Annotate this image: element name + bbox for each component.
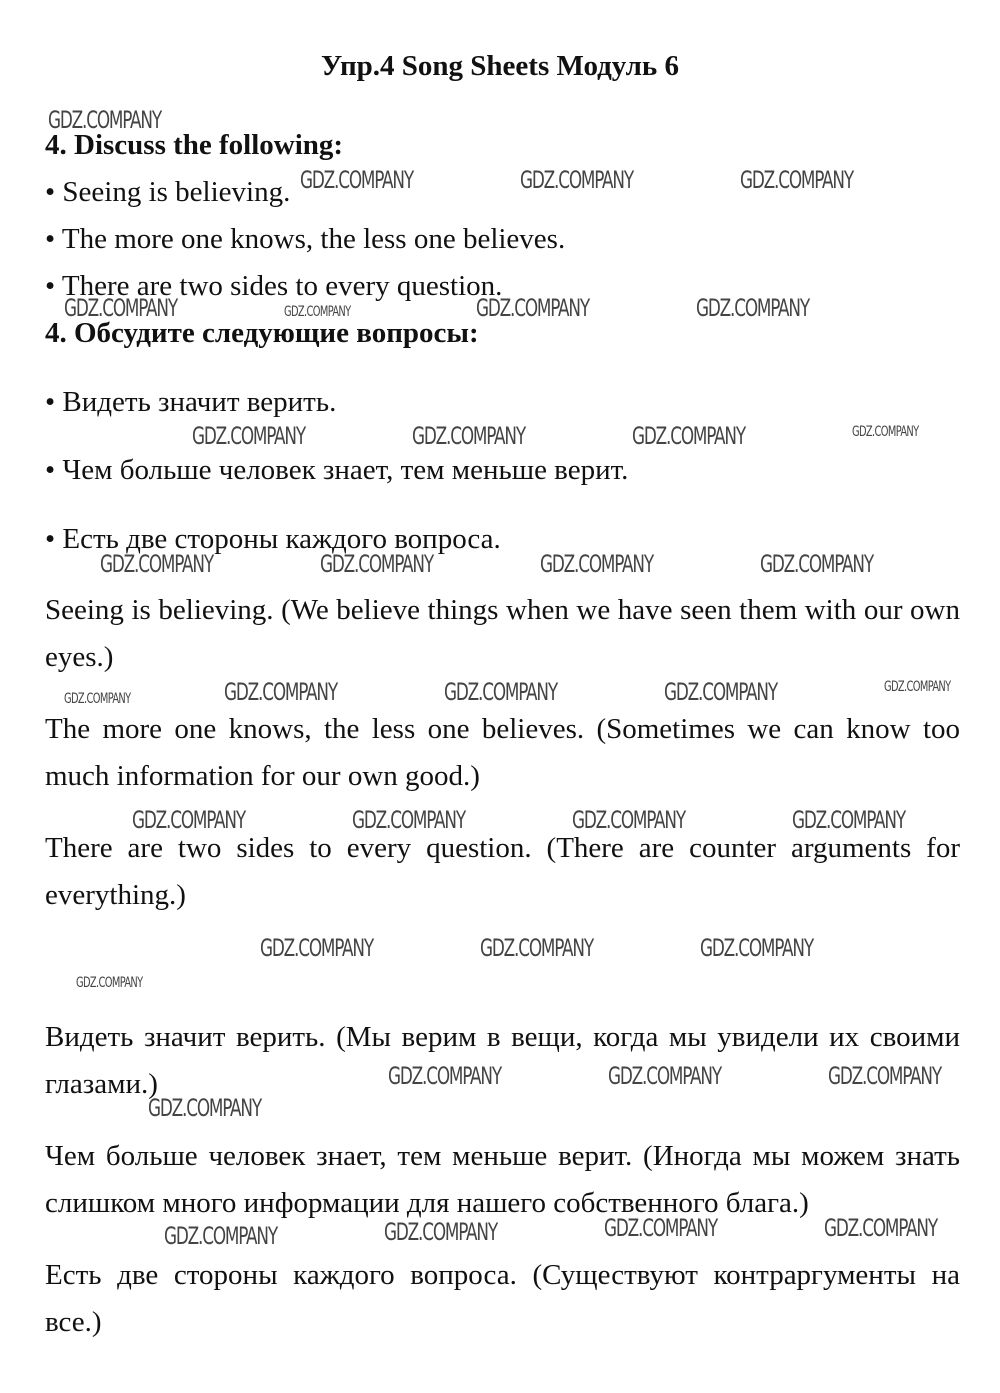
watermark: GDZ.COMPANY: [824, 1214, 937, 1242]
watermark: GDZ.COMPANY: [300, 166, 413, 194]
watermark: GDZ.COMPANY: [164, 1222, 277, 1250]
watermark: GDZ.COMPANY: [284, 304, 351, 320]
russian-answer-3: Есть две стороны каждого вопроса. (Существуют контраргументы на все.): [45, 1259, 960, 1338]
watermark: GDZ.COMPANY: [192, 422, 305, 450]
watermark: GDZ.COMPANY: [148, 1094, 261, 1122]
watermark: GDZ.COMPANY: [132, 806, 245, 834]
watermark: GDZ.COMPANY: [384, 1218, 497, 1246]
watermark: GDZ.COMPANY: [48, 106, 161, 134]
watermark: GDZ.COMPANY: [572, 806, 685, 834]
watermark: GDZ.COMPANY: [476, 294, 589, 322]
russian-answer-1: Видеть значит верить. (Мы верим в вещи, когда мы увидели их своими глазами.): [45, 1021, 960, 1100]
watermark: GDZ.COMPANY: [320, 550, 433, 578]
watermark: GDZ.COMPANY: [64, 294, 177, 322]
watermark: GDZ.COMPANY: [540, 550, 653, 578]
watermark: GDZ.COMPANY: [388, 1062, 501, 1090]
page-title: Упр.4 Song Sheets Модуль 6: [321, 50, 679, 82]
russian-item-2: • Чем больше человек знает, тем меньше верит.: [45, 454, 629, 486]
english-answer-2: The more one knows, the less one believes. (Sometimes we can know too much information for our own good.): [45, 713, 960, 792]
russian-item-1: • Видеть значит верить.: [45, 386, 337, 418]
watermark: GDZ.COMPANY: [76, 975, 143, 991]
watermark: GDZ.COMPANY: [224, 678, 337, 706]
english-heading: 4. Discuss the following:: [45, 129, 344, 161]
watermark: GDZ.COMPANY: [520, 166, 633, 194]
watermark: GDZ.COMPANY: [852, 424, 919, 440]
watermark: GDZ.COMPANY: [700, 934, 813, 962]
watermark: GDZ.COMPANY: [608, 1062, 721, 1090]
watermark: GDZ.COMPANY: [412, 422, 525, 450]
russian-item-3: • Есть две стороны каждого вопроса.: [45, 523, 501, 555]
english-item-1: • Seeing is believing.: [45, 176, 291, 208]
watermark: GDZ.COMPANY: [100, 550, 213, 578]
watermark: GDZ.COMPANY: [480, 934, 593, 962]
watermark: GDZ.COMPANY: [604, 1214, 717, 1242]
watermark: GDZ.COMPANY: [740, 166, 853, 194]
watermark: GDZ.COMPANY: [884, 679, 951, 695]
watermark: GDZ.COMPANY: [444, 678, 557, 706]
watermark: GDZ.COMPANY: [696, 294, 809, 322]
watermark: GDZ.COMPANY: [352, 806, 465, 834]
russian-heading: 4. Обсудите следующие вопросы:: [45, 317, 479, 349]
watermark: GDZ.COMPANY: [64, 691, 131, 707]
watermark: GDZ.COMPANY: [632, 422, 745, 450]
english-answer-1: Seeing is believing. (We believe things when we have seen them with our own eyes.): [45, 594, 960, 673]
watermark: GDZ.COMPANY: [260, 934, 373, 962]
watermark: GDZ.COMPANY: [828, 1062, 941, 1090]
english-item-3: • There are two sides to every question.: [45, 270, 503, 302]
watermark: GDZ.COMPANY: [760, 550, 873, 578]
english-item-2: • The more one knows, the less one believes.: [45, 223, 566, 255]
english-answer-3: There are two sides to every question. (There are counter arguments for everything.): [45, 832, 960, 911]
watermark: GDZ.COMPANY: [792, 806, 905, 834]
russian-answer-2: Чем больше человек знает, тем меньше верит. (Иногда мы можем знать слишком много информации для нашего собственного блага.): [45, 1140, 960, 1219]
watermark: GDZ.COMPANY: [664, 678, 777, 706]
